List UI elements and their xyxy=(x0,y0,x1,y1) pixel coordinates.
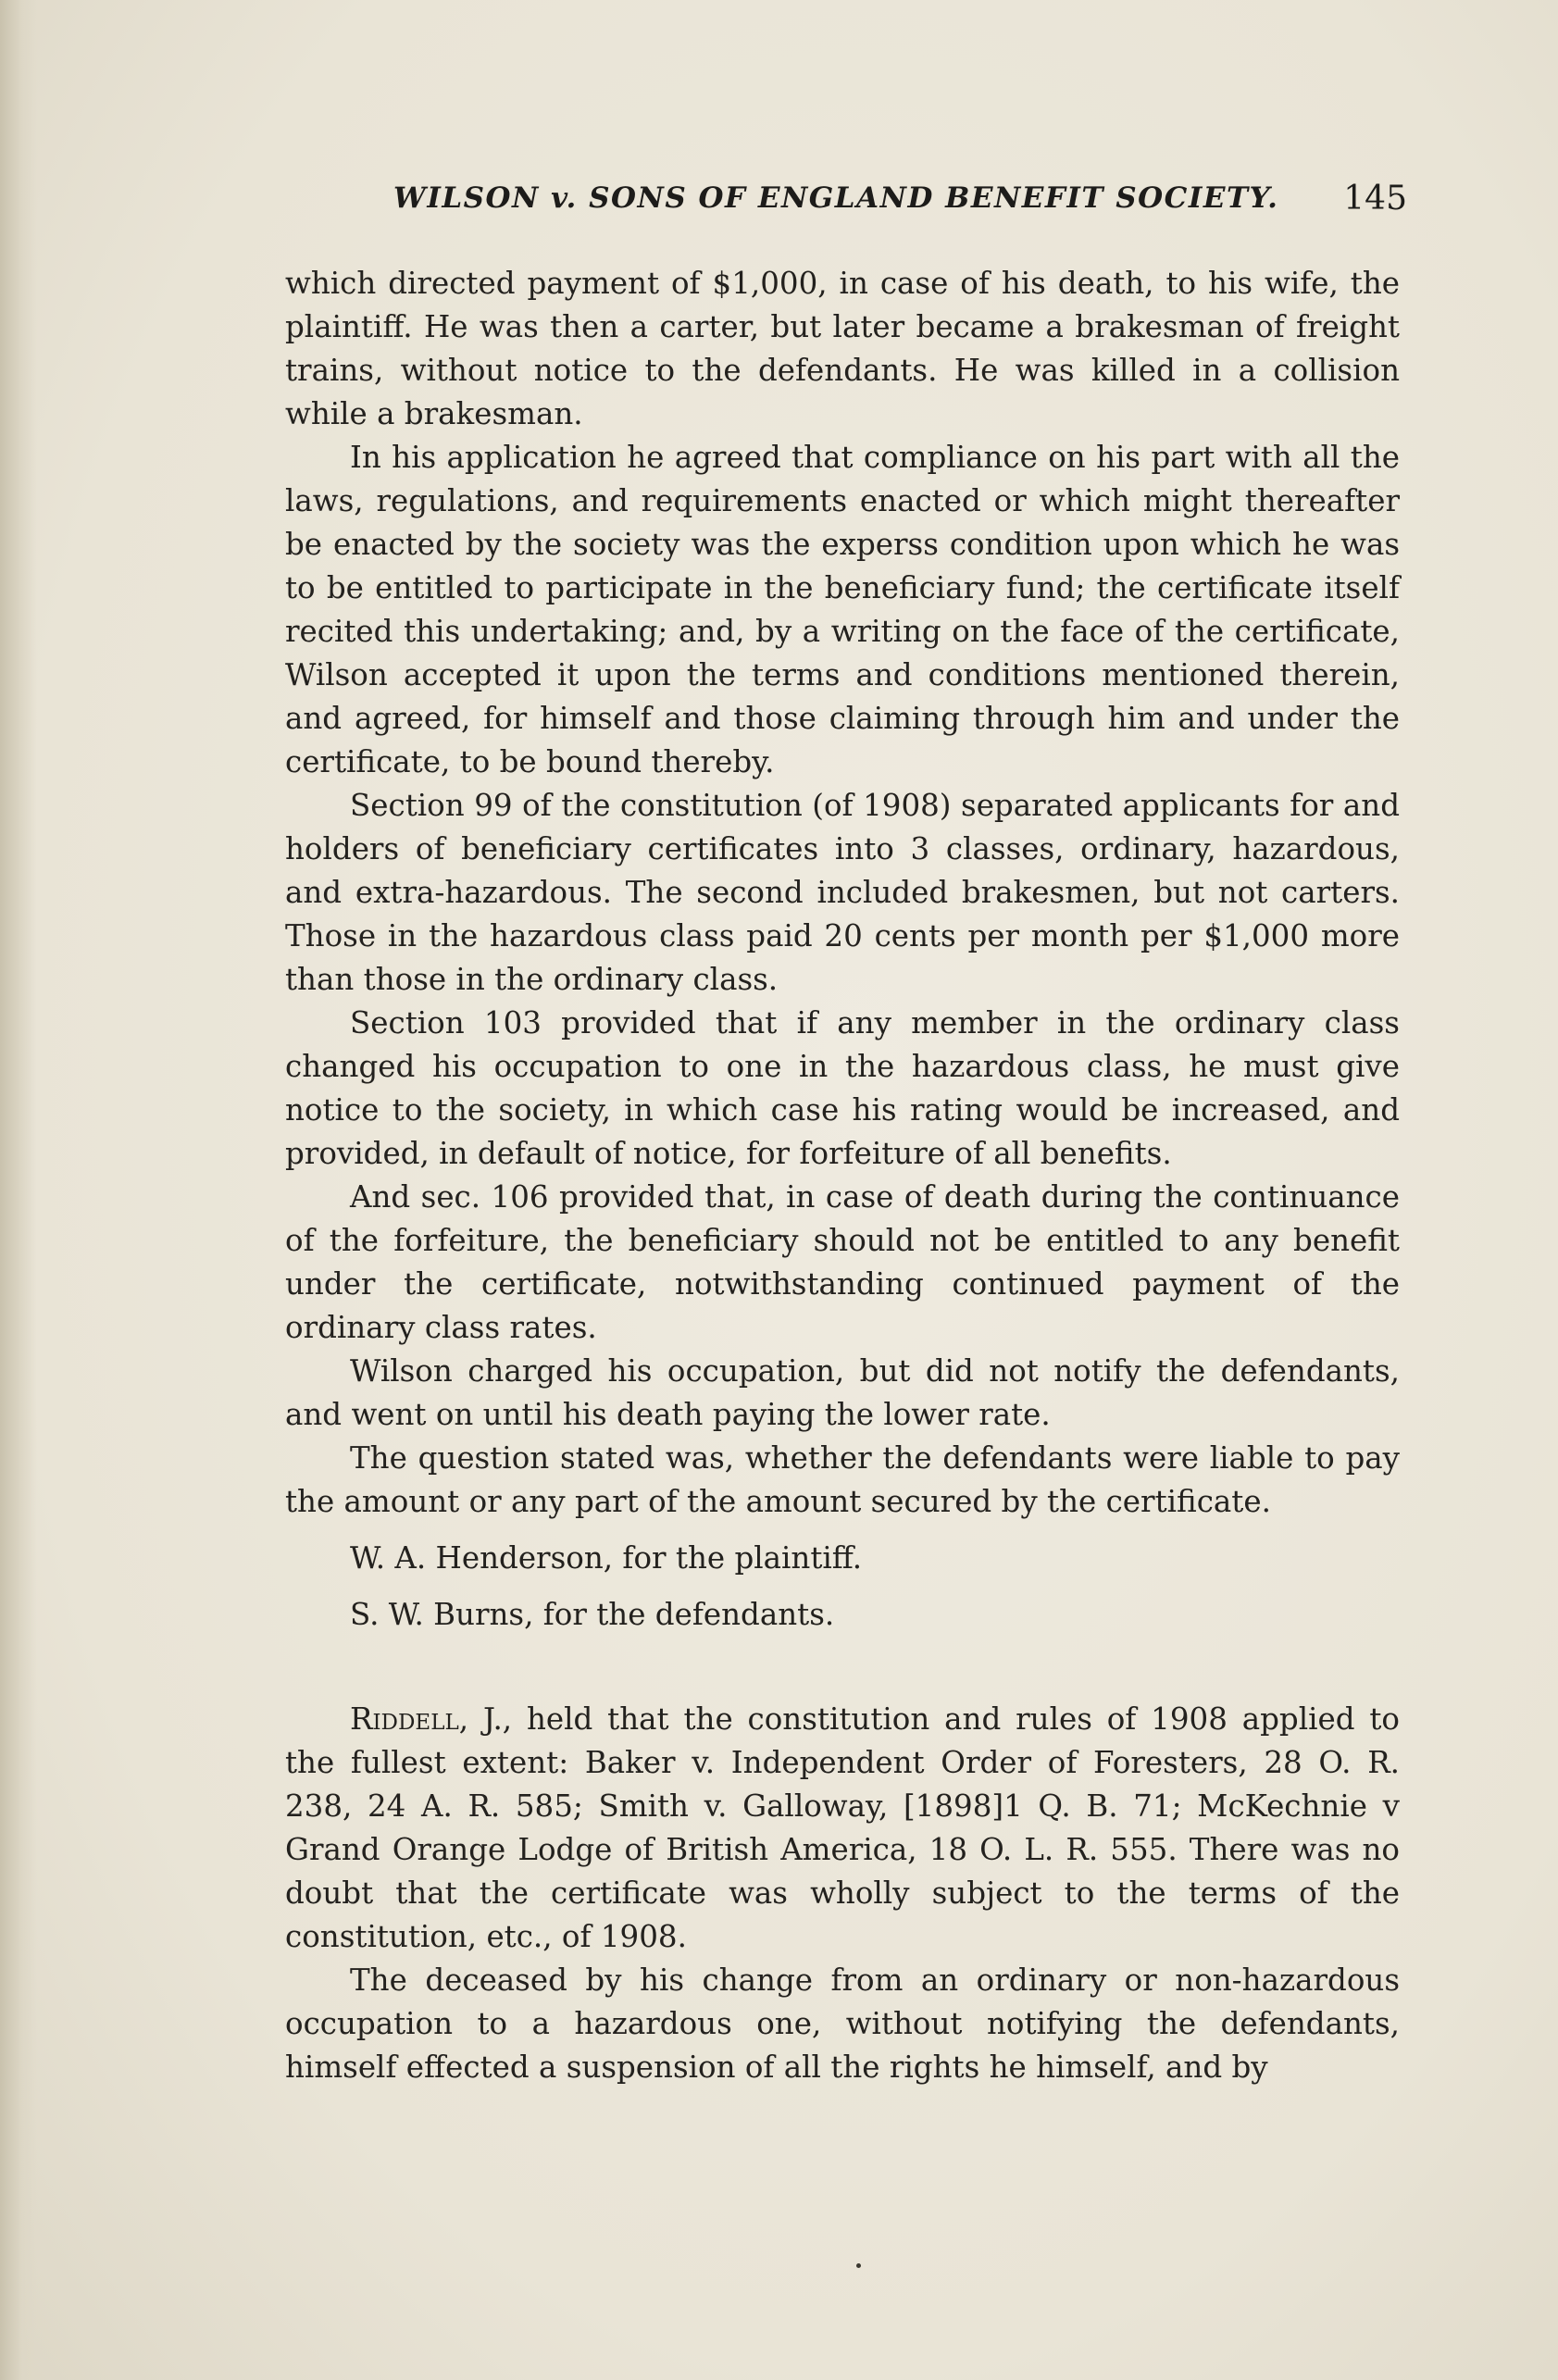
paragraph-deceased: The deceased by his change from an ordinary or non-hazardous occupation to a hazardous one, without notifying the defendants, himself effected a suspension of all the rights he himself, and by xyxy=(285,1963,1400,2085)
judgment-text: , held that the constitution and rules of 1908 applied to the fullest extent: Baker v. Independent Order of Foresters, 28 O. R. 238, 24 A. R. 585; Smith v. Galloway, [1898]1 Q. B. 71; McKechnie v Grand Orange Lodge of British America, 18 O. L. R. 555. There was no doubt that the certificate was wholly subject to the terms of the constitution, etc., of 1908. xyxy=(285,1701,1401,1954)
ink-speck xyxy=(856,2263,861,2268)
running-head xyxy=(287,176,1407,231)
judge-name: Riddell, J. xyxy=(350,1701,503,1737)
paragraph-section-106: And sec. 106 provided that, in case of death during the continuance of the forfeiture, the beneficiary should not be entitled to any benefit under the certificate, notwithstanding continued payment of the ordinary class rates. xyxy=(285,1179,1400,1345)
counsel-defendants: S. W. Burns, for the defendants. xyxy=(350,1597,835,1632)
judgment-paragraph xyxy=(285,1698,1400,1959)
paragraph-continued: which directed payment of $1,000, in case of his death, to his wife, the plaintiff. He was then a carter, but later became a brakesman of freight trains, without notice to the defendants. He was killed in a collision while a brakesman. xyxy=(285,266,1400,431)
page-gutter-shadow xyxy=(0,0,37,2380)
paragraph-section-103: Section 103 provided that if any member in the ordinary class changed his occupation to one in the hazardous class, he must give notice to the society, in which case his rating would be increased, and provided, in default of notice, for forfeiture of all benefits. xyxy=(285,1005,1400,1171)
running-title: WILSON v. SONS OF ENGLAND BENEFIT SOCIETY. xyxy=(393,181,1279,215)
paragraph-section-99: Section 99 of the constitution (of 1908) separated applicants for and holders of beneficiary certificates into 3 classes, ordinary, hazardous, and extra-hazardous. The second included brakesmen, but not carters. Those in the hazardous class paid 20 cents per month per $1,000 more than those in the ordinary class. xyxy=(285,788,1400,997)
paragraph-wilson-occupation: Wilson charged his occupation, but did not notify the defendants, and went on until his death paying the lower rate. xyxy=(285,1353,1400,1432)
paragraph-application: In his application he agreed that compliance on his part with all the laws, regulations, and requirements enacted or which might thereafter be enacted by the society was the experss condition upon which he was to be entitled to participate in the beneficiary fund; the certificate itself recited this undertaking; and, by a writing on the face of the certificate, Wilson accepted it upon the terms and conditions mentioned therein, and agreed, for himself and those claiming through him and under the certificate, to be bound thereby. xyxy=(285,440,1400,779)
page-number: 145 xyxy=(1343,180,1407,218)
counsel-plaintiff: W. A. Henderson, for the plaintiff. xyxy=(350,1540,863,1576)
body-text xyxy=(285,262,1400,2089)
paragraph-question-stated: The question stated was, whether the defendants were liable to pay the amount or any part of the amount secured by the certificate. xyxy=(285,1440,1400,1519)
